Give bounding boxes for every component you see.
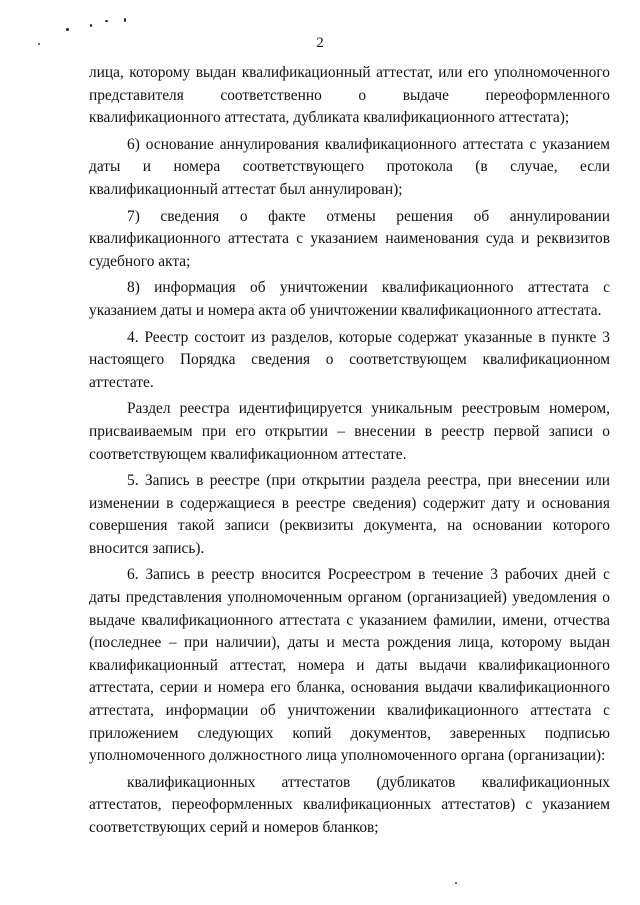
paragraph-item-7: 7) сведения о факте отмены решения об аннулировании квалификационного аттестата с указанием наименования суда и реквизитов судебного акта;	[89, 207, 610, 270]
page-number: 2	[316, 35, 324, 51]
paragraph-continuation: лица, которому выдан квалификационный аттестат, или его уполномоченного представителя соответственно о выдаче переоформленного квалификационного аттестата, дубликата квалификационного аттестата);	[89, 64, 610, 127]
paragraph-item-8: 8) информация об уничтожении квалификационного аттестата с указанием даты и номера акта об уничтожении квалификационного аттестата.	[89, 279, 610, 319]
paragraph-registry-section: Раздел реестра идентифицируется уникальным реестровым номером, присваиваемым при его открытии – внесении в реестр первой записи о соответствующем квалификационном аттестате.	[89, 400, 610, 463]
scan-dot	[455, 882, 457, 884]
paragraph-clause-6: 6. Запись в реестр вносится Росреестром в течение 3 рабочих дней с даты представления уполномоченным органом (организацией) уведомления о выдаче квалификационного аттестата с указанием фамилии, имени, отчества (последнее – при наличии), даты и места рождения лица, которому выдан квалификационный аттестат, номера и даты выдачи квалификационного аттестата, серии и номера его бланка, основания выдачи квалификационного аттестата, информации об уничтожении квалификационного аттестата с приложением следующих копий документов, заверенных подписью уполномоченного должностного лица уполномоченного органа (организации):	[89, 566, 610, 765]
paragraph-clause-5: 5. Запись в реестре (при открытии раздела реестра, при внесении или изменении в содержащиеся в реестре сведения) содержит дату и основания совершения такой записи (реквизиты документа, на основании которого вносится запись).	[89, 472, 610, 557]
paragraph-item-6: 6) основание аннулирования квалификационного аттестата с указанием даты и номера соответствующего протокола (в случае, если квалификационный аттестат был аннулирован);	[89, 135, 610, 198]
paragraph-attestat-copies: квалификационных аттестатов (дубликатов квалификационных аттестатов, переоформленных квалификационных аттестатов) с указанием соответствующих серий и номеров бланков;	[89, 773, 610, 836]
paragraph-clause-4: 4. Реестр состоит из разделов, которые содержат указанные в пункте 3 настоящего Порядка сведения о соответствующем квалификационном аттестате.	[89, 328, 610, 391]
document-body	[89, 62, 610, 844]
